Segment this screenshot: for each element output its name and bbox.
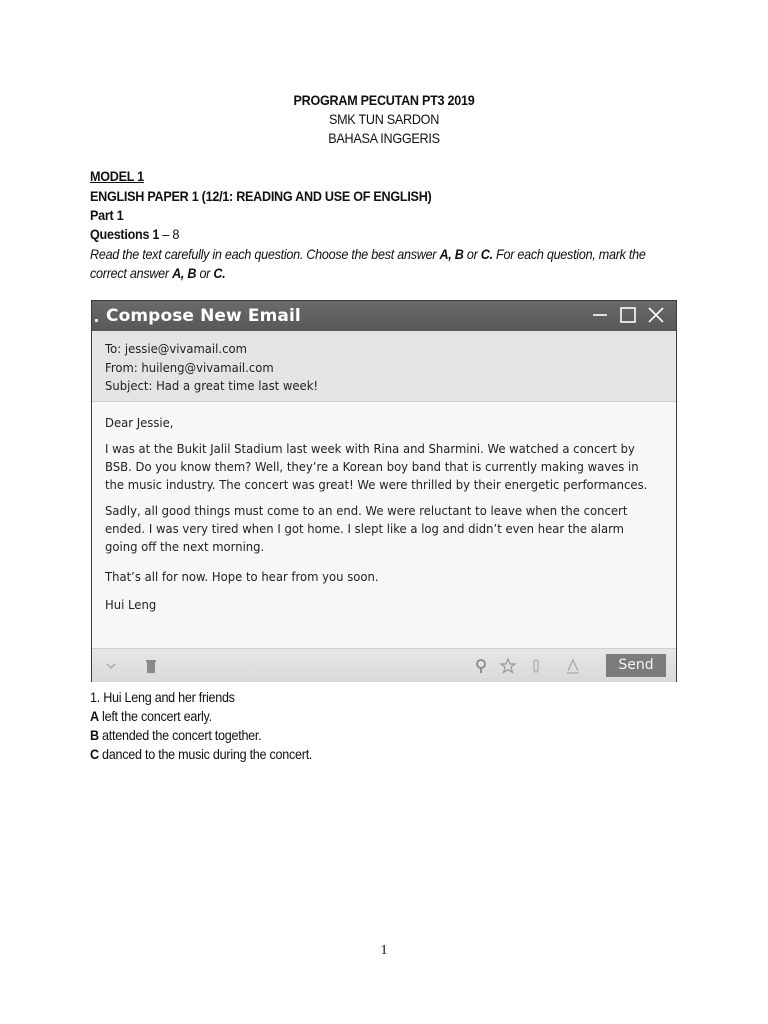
option-b[interactable]: B attended the concert together. <box>90 727 262 743</box>
email-greeting: Dear Jessie, <box>105 415 174 430</box>
email-window-title: Compose New Email <box>106 306 301 326</box>
model-label: MODEL 1 <box>90 168 144 184</box>
page-number: 1 <box>380 943 388 958</box>
instructions: Read the text carefully in each question. Choose the best answer A, B or C. For each question, mark the correct answer A, B or C. <box>90 246 646 281</box>
part-label: Part 1 <box>90 207 124 223</box>
doc-title: PROGRAM PECUTAN PT3 2019 <box>293 92 475 108</box>
compose-email-window <box>91 300 677 682</box>
email-paragraph-1: I was at the Bukit Jalil Stadium last week with Rina and Sharmini. We watched a concert by BSB. Do you know them? Well, they’re a Korean boy band that is currently making waves in the music industry. The concert was great! We were thrilled by their energetic performances. <box>105 441 648 492</box>
email-signature: Hui Leng <box>105 597 157 612</box>
paperclip-icon[interactable] <box>527 657 545 675</box>
question-stem: 1. Hui Leng and her friends <box>90 689 235 705</box>
to-field[interactable]: To: jessie@vivamail.com <box>105 341 247 356</box>
text-format-icon[interactable] <box>564 657 582 675</box>
maximize-icon[interactable] <box>617 301 641 331</box>
email-headers <box>92 331 676 402</box>
chevron-down-icon[interactable] <box>102 657 120 675</box>
close-icon[interactable] <box>645 301 669 331</box>
email-toolbar <box>92 648 676 682</box>
option-c[interactable]: C danced to the music during the concert. <box>90 746 313 762</box>
email-titlebar <box>92 301 676 331</box>
from-field[interactable]: From: huileng@vivamail.com <box>105 360 274 375</box>
questions-label: Questions 1 – 8 <box>90 226 180 242</box>
location-pin-icon[interactable] <box>472 657 490 675</box>
minimize-icon[interactable] <box>589 301 613 331</box>
email-paragraph-3: That’s all for now. Hope to hear from you soon. <box>105 569 379 584</box>
titlebar-dot <box>95 319 98 322</box>
school-name: SMK TUN SARDON <box>328 111 440 127</box>
option-a[interactable]: A left the concert early. <box>90 708 212 724</box>
trash-icon[interactable] <box>142 657 160 675</box>
send-button[interactable]: Send <box>606 654 666 677</box>
subject-name: BAHASA INGGERIS <box>328 130 440 146</box>
subject-field[interactable]: Subject: Had a great time last week! <box>105 378 319 393</box>
email-body[interactable] <box>92 402 676 648</box>
star-icon[interactable] <box>499 657 517 675</box>
paper-label: ENGLISH PAPER 1 (12/1: READING AND USE OF ENGLISH) <box>90 188 432 204</box>
email-paragraph-2: Sadly, all good things must come to an end. We were reluctant to leave when the concert ended. I was very tired when I got home. I slept like a log and didn’t even hear the alarm going off the next morning. <box>105 503 628 554</box>
